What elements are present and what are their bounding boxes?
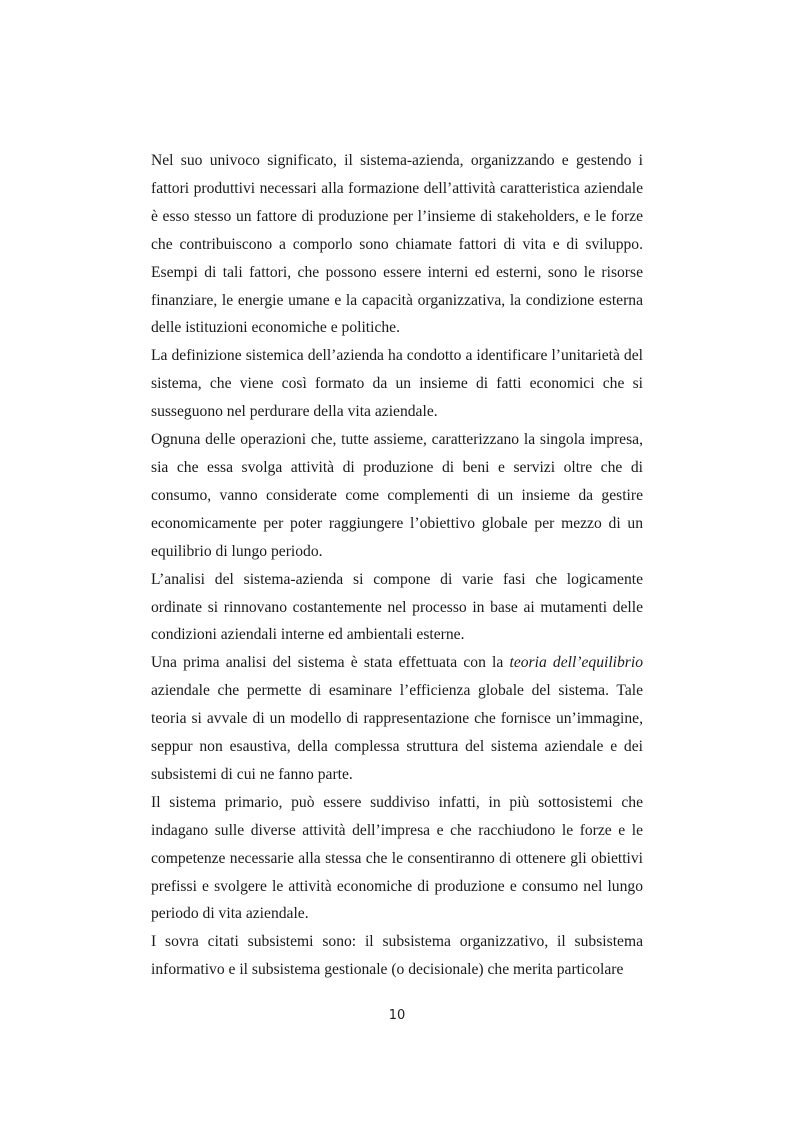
paragraph-teoria-equilibrio-before: Una prima analisi del sistema è stata effettuata con la bbox=[151, 654, 510, 672]
page-body bbox=[151, 147, 643, 984]
paragraph-subsistemi: I sovra citati subsistemi sono: il subsistema organizzativo, il subsistema informativo e il subsistema gestionale (o decisionale) che merita particolare bbox=[151, 933, 643, 979]
paragraph-teoria-equilibrio-after: aziendale che permette di esaminare l’efficienza globale del sistema. Tale teoria si avvale di un modello di rappresentazione che fornisce un’immagine, seppur non esaustiva, della complessa struttura del sistema aziendale e dei subsistemi di cui ne fanno parte. bbox=[151, 682, 643, 783]
paragraph-definizione-sistemica: La definizione sistemica dell’azienda ha condotto a identificare l’unitarietà del sistema, che viene così formato da un insieme di fatti economici che si susseguono nel perdurare della vita aziendale. bbox=[151, 347, 643, 421]
paragraph-teoria-equilibrio bbox=[151, 649, 643, 789]
paragraph-operazioni: Ognuna delle operazioni che, tutte assieme, caratterizzano la singola impresa, sia che essa svolga attività di produzione di beni e servizi oltre che di consumo, vanno considerate come complementi di un insieme da gestire economicamente per poter raggiungere l’obiettivo globale per mezzo di un equilibrio di lungo periodo. bbox=[151, 431, 643, 560]
paragraph-analisi-sistema-azienda: L’analisi del sistema-azienda si compone di varie fasi che logicamente ordinate si rinnovano costantemente nel processo in base ai mutamenti delle condizioni aziendali interne ed ambientali esterne. bbox=[151, 570, 643, 644]
paragraph-sistema-primario: Il sistema primario, può essere suddiviso infatti, in più sottosistemi che indagano sulle diverse attività dell’impresa e che racchiudono le forze e le competenze necessarie alla stessa che le consentiranno di ottenere gli obiettivi prefissi e svolgere le attività economiche di produzione e consumo nel lungo periodo di vita aziendale. bbox=[151, 793, 643, 923]
paragraph-fattori-produttivi: Nel suo univoco significato, il sistema-azienda, organizzando e gestendo i fattori produttivi necessari alla formazione dell’attività caratteristica aziendale è esso stesso un fattore di produzione per l’insieme di stakeholders, e le forze che contribuiscono a comporlo sono chiamate fattori di vita e di sviluppo. Esempi di tali fattori, che possono essere interni ed esterni, sono le risorse finanziare, le energie umane e la capacità organizzativa, la condizione esterna delle istituzioni economiche e politiche. bbox=[151, 152, 643, 337]
teoria-equilibrio-emphasis: teoria dell’equilibrio bbox=[509, 654, 644, 672]
page-number: 10 bbox=[388, 1008, 406, 1023]
